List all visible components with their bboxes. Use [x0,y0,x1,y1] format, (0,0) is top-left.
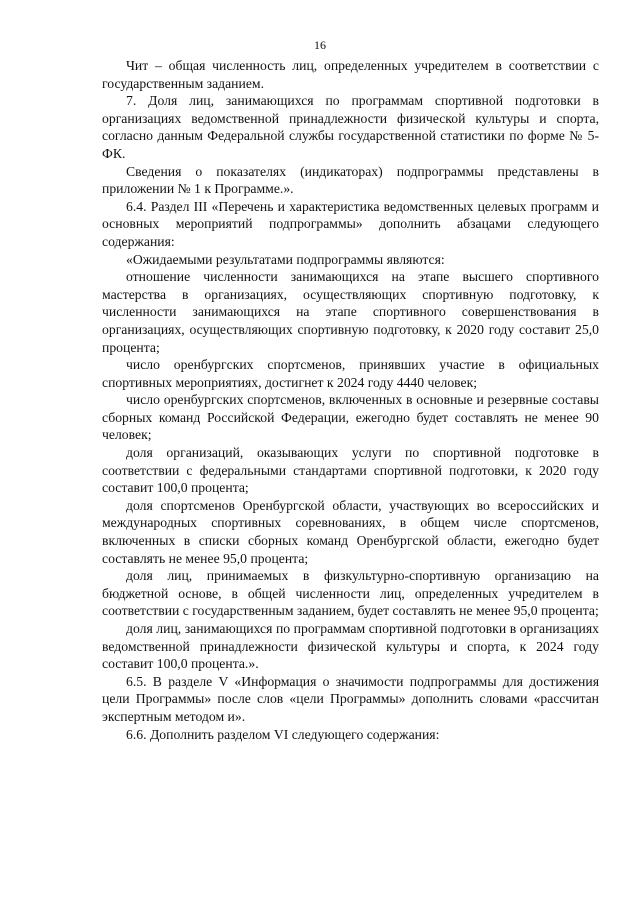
paragraph-result-training-programs: доля лиц, занимающихся по программам спортивной подготовки в организациях ведомственной принадлежности физической культуры и спорта, к 2024 году составит 100,0 процента.». [102,621,599,672]
paragraph-result-budget-admission: доля лиц, принимаемых в физкультурно-спортивную организацию на бюджетной основе, в общей численности лиц, определенных учредителем в соответствии с государственным заданием, будет составлять не менее 95,0 процента; [102,568,599,619]
paragraph-chit-definition: Чит – общая численность лиц, определенных учредителем в соответствии с государственным заданием. [102,58,599,91]
page-number: 16 [314,38,326,52]
document-body [102,57,599,743]
paragraph-indicator-7: 7. Доля лиц, занимающихся по программам спортивной подготовки в организациях ведомственной принадлежности физической культуры и спорта, согласно данным Федеральной службы государственной статистики по форме № 5-ФК. [102,93,599,161]
paragraph-result-national-teams: число оренбургских спортсменов, включенных в основные и резервные составы сборных команд Российской Федерации, ежегодно будет составлять не менее 90 человек; [102,392,599,443]
paragraph-expected-results-heading: «Ожидаемыми результатами подпрограммы являются: [126,251,445,267]
paragraph-indicators-appendix: Сведения о показателях (индикаторах) подпрограммы представлены в приложении № 1 к Программе.». [102,163,599,197]
paragraph-result-competition-participation: доля спортсменов Оренбургской области, участвующих во всероссийских и международных спортивных соревнованиях, в общем числе спортсменов, включенных в списки сборных команд Оренбургской области, ежегодно будет составлять не менее 95,0 процента; [102,497,599,566]
paragraph-section-6-6: 6.6. Дополнить разделом VI следующего содержания: [126,726,440,742]
paragraph-section-6-5: 6.5. В разделе V «Информация о значимости подпрограммы для достижения цели Программы» после слов «цели Программы» дополнить словами «рассчитан экспертным методом и». [102,673,599,724]
paragraph-result-standards-organizations: доля организаций, оказывающих услуги по спортивной подготовке в соответствии с федеральными стандартами спортивной подготовки, к 2020 году составит 100,0 процента; [102,445,599,496]
paragraph-result-official-events: число оренбургских спортсменов, принявших участие в официальных спортивных мероприятиях, достигнет к 2024 году 4440 человек; [102,357,599,390]
paragraph-section-6-4: 6.4. Раздел III «Перечень и характеристика ведомственных целевых программ и основных мероприятий подпрограммы» дополнить абзацами следующего содержания: [102,198,599,249]
paragraph-result-higher-mastery-ratio: отношение численности занимающихся на этапе высшего спортивного мастерства в организациях, осуществляющих спортивную подготовку, к численности занимающихся на этапе спортивного совершенствования в организациях, осуществляющих спортивную подготовку, к 2020 году составит 25,0 процента; [102,269,599,355]
